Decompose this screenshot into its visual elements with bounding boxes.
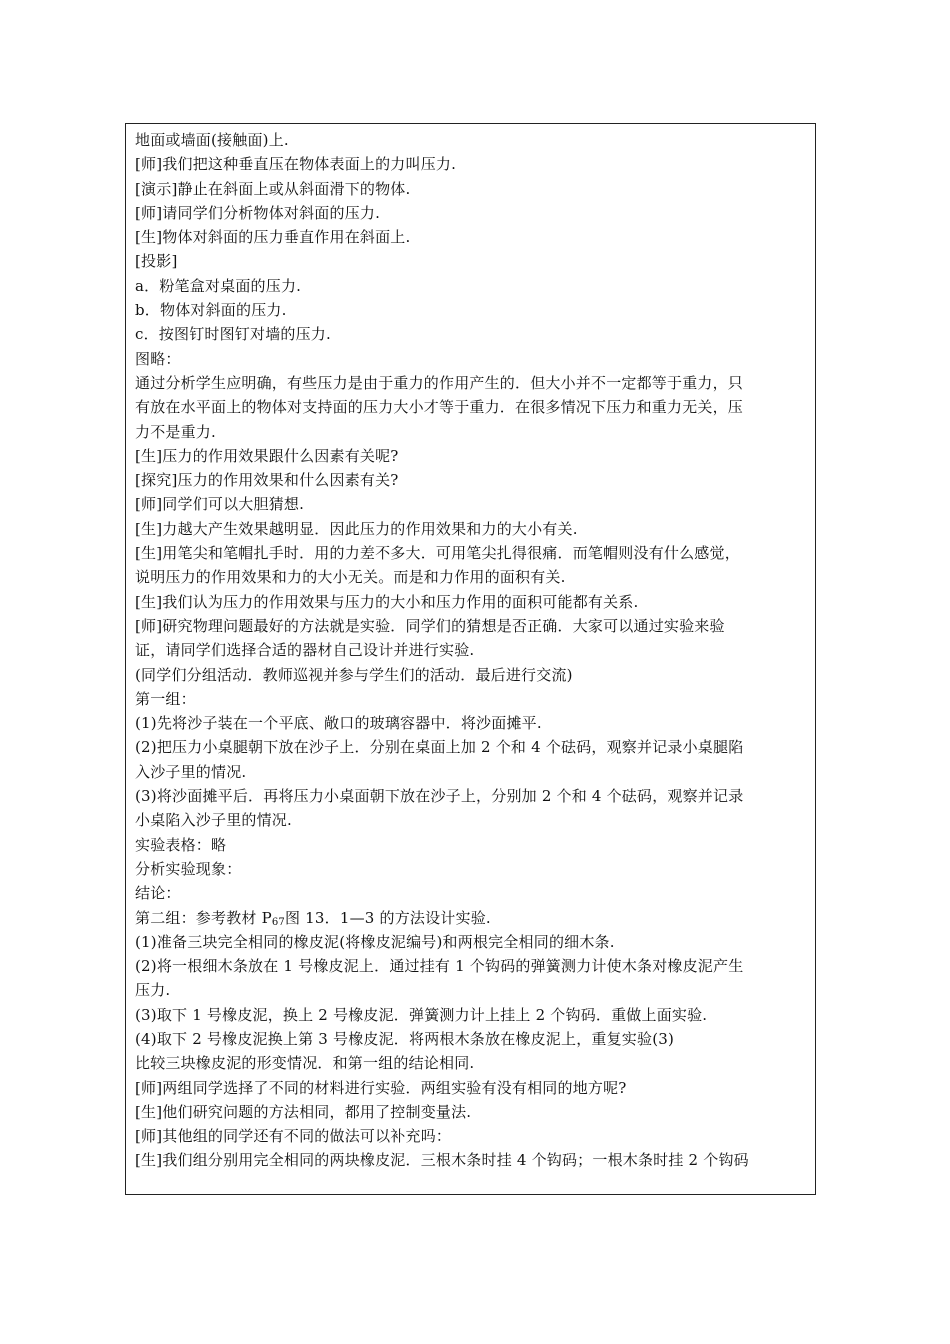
text-line: 实验表格：略 [135,835,227,854]
text-line: [生]我们认为压力的作用效果与压力的大小和压力作用的面积可能都有关系. [135,592,639,611]
text-line: [投影] [135,252,178,271]
text-line: 地面或墙面(接触面)上. [135,131,289,149]
lesson-text-box [125,123,816,1195]
text-line: 比较三块橡皮泥的形变情况．和第一组的结论相同. [135,1054,475,1073]
text-line: [生]他们研究问题的方法相同，都用了控制变量法. [135,1102,472,1121]
page-ref-subscript: 67 [271,916,285,928]
text-line: [师]研究物理问题最好的方法就是实验．同学们的猜想是否正确．大家可以通过实验来验 [135,616,725,635]
text-line: (1)先将沙子装在一个平底、敞口的玻璃容器中．将沙面摊平. [135,714,542,733]
text-line: (同学们分组活动．教师巡视并参与学生们的活动．最后进行交流) [135,665,573,684]
text-line: 证，请同学们选择合适的器材自己设计并进行实验. [135,641,475,660]
text-line: (1)准备三块完全相同的橡皮泥(将橡皮泥编号)和两根完全相同的细木条. [135,932,615,951]
text-line: [生]力越大产生效果越明显．因此压力的作用效果和力的大小有关. [135,519,578,538]
text-line: 说明压力的作用效果和力的大小无关。而是和力作用的面积有关. [135,568,566,587]
page-ref-head: 第二组：参考教材 P [135,908,272,927]
text-line: [师]同学们可以大胆猜想. [135,495,305,514]
text-line: (3)将沙面摊平后．再将压力小桌面朝下放在沙子上，分别加 2 个和 4 个砝码，观察并记录 [135,787,744,806]
text-line: [师]其他组的同学还有不同的做法可以补充吗： [135,1127,452,1146]
text-line: (2)把压力小桌腿朝下放在沙子上．分别在桌面上加 2 个和 4 个砝码，观察并记录小桌腿陷 [135,738,744,757]
text-line: [生]物体对斜面的压力垂直作用在斜面上. [135,228,411,247]
text-line: [师]我们把这种垂直压在物体表面上的力叫压力. [135,155,457,174]
text-line: 第一组： [135,689,196,708]
text-line: [生]压力的作用效果跟什么因素有关呢? [135,446,399,465]
text-line: [师]请同学们分析物体对斜面的压力. [135,203,381,222]
text-line-page-ref [135,906,807,930]
text-line: 分析实验现象： [135,859,242,878]
text-line: [生]用笔尖和笔帽扎手时．用的力差不多大．可用笔尖扎得很痛．而笔帽则没有什么感觉， [135,544,740,563]
text-line: 入沙子里的情况. [135,762,247,781]
text-line: 小桌陷入沙子里的情况. [135,811,292,830]
text-line: 有放在水平面上的物体对支持面的压力大小才等于重力．在很多情况下压力和重力无关，压 [135,398,744,417]
text-line: a．粉笔盒对桌面的压力. [135,276,302,295]
text-line: b．物体对斜面的压力. [135,301,287,320]
page-ref-tail: 图 13．1—3 的方法设计实验. [285,908,491,927]
text-line: [师]两组同学选择了不同的材料进行实验．两组实验有没有相同的地方呢? [135,1078,627,1097]
text-line: [演示]静止在斜面上或从斜面滑下的物体. [135,179,411,198]
text-line: c．按图钉时图钉对墙的压力. [135,325,331,344]
text-line: [生]我们组分别用完全相同的两块橡皮泥．三根木条时挂 4 个钩码；一根木条时挂 2 个钩码 [135,1151,749,1170]
text-line: [探究]压力的作用效果和什么因素有关? [135,471,399,490]
text-line: (2)将一根细木条放在 1 号橡皮泥上．通过挂有 1 个钩码的弹簧测力计使木条对橡皮泥产生 [135,957,744,976]
text-line: (4)取下 2 号橡皮泥换上第 3 号橡皮泥．将两根木条放在橡皮泥上，重复实验(3) [135,1029,675,1048]
text-line: 力不是重力. [135,422,216,441]
text-line: 图略： [135,349,181,368]
text-line: (3)取下 1 号橡皮泥，换上 2 号橡皮泥．弹簧测力计上挂上 2 个钩码．重做上面实验. [135,1005,708,1024]
text-line: 通过分析学生应明确，有些压力是由于重力的作用产生的．但大小并不一定都等于重力，只 [135,373,744,392]
text-line: 压力. [135,981,171,1000]
text-line: 结论： [135,884,181,903]
